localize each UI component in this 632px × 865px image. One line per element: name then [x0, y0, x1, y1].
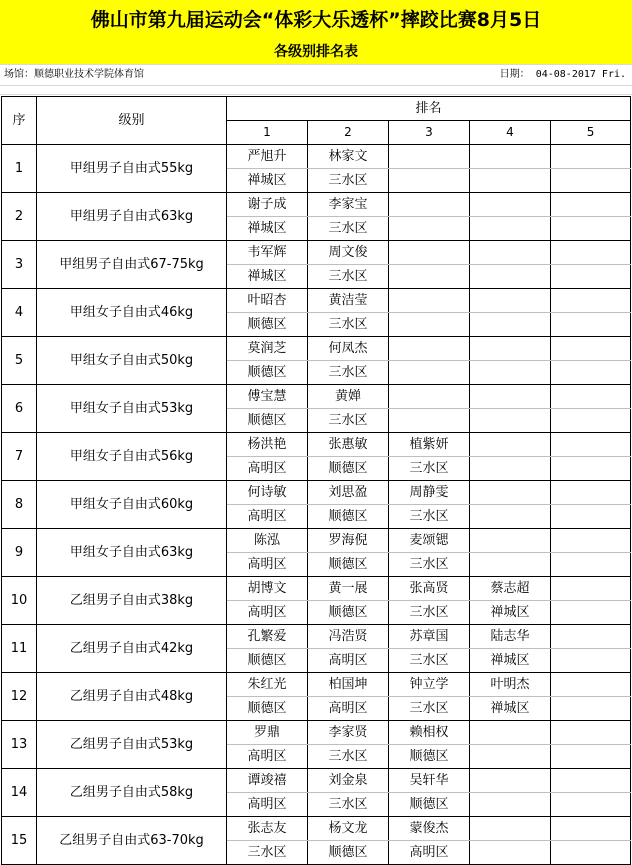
athlete-district: [389, 265, 470, 289]
athlete-name: [551, 721, 631, 745]
athlete-district: [551, 409, 631, 433]
athlete-name: 朱红光: [227, 673, 308, 697]
athlete-district: 顺德区: [308, 601, 389, 625]
athlete-district: [470, 553, 551, 577]
athlete-name: 吴轩华: [389, 769, 470, 793]
row-level: 甲组女子自由式53kg: [37, 385, 227, 433]
athlete-district: [470, 217, 551, 241]
table-row: [2, 193, 631, 217]
header-row: [2, 97, 631, 121]
athlete-name: 周文俊: [308, 241, 389, 265]
athlete-name: 李家贤: [308, 721, 389, 745]
row-level: 甲组女子自由式46kg: [37, 289, 227, 337]
athlete-district: 顺德区: [227, 697, 308, 721]
athlete-district: 顺德区: [308, 553, 389, 577]
athlete-district: 高明区: [227, 793, 308, 817]
row-level: 甲组男子自由式67-75kg: [37, 241, 227, 289]
athlete-district: [551, 313, 631, 337]
athlete-name: 植紫妍: [389, 433, 470, 457]
row-level: 甲组男子自由式63kg: [37, 193, 227, 241]
row-seq: 6: [2, 385, 37, 433]
row-level: 乙组男子自由式48kg: [37, 673, 227, 721]
athlete-district: 顺德区: [389, 745, 470, 769]
table-row: [2, 433, 631, 457]
athlete-district: [470, 457, 551, 481]
athlete-name: [551, 337, 631, 361]
athlete-district: [551, 793, 631, 817]
row-seq: 4: [2, 289, 37, 337]
athlete-name: 谭竣禧: [227, 769, 308, 793]
athlete-name: 叶昭杏: [227, 289, 308, 313]
athlete-district: [551, 217, 631, 241]
athlete-district: 禅城区: [470, 697, 551, 721]
row-seq: 14: [2, 769, 37, 817]
rank-number: 3: [389, 121, 470, 145]
athlete-name: 黄一展: [308, 577, 389, 601]
athlete-name: 冯浩贤: [308, 625, 389, 649]
athlete-name: [551, 769, 631, 793]
row-level: 乙组男子自由式58kg: [37, 769, 227, 817]
athlete-district: [470, 313, 551, 337]
athlete-district: 三水区: [308, 217, 389, 241]
athlete-district: 三水区: [308, 169, 389, 193]
athlete-name: 罗海倪: [308, 529, 389, 553]
athlete-district: 顺德区: [308, 841, 389, 865]
table-row: [2, 289, 631, 313]
athlete-name: [389, 241, 470, 265]
athlete-name: [551, 817, 631, 841]
row-seq: 5: [2, 337, 37, 385]
row-seq: 10: [2, 577, 37, 625]
athlete-district: [389, 169, 470, 193]
athlete-name: 林家文: [308, 145, 389, 169]
row-level: 甲组女子自由式63kg: [37, 529, 227, 577]
athlete-name: 何凤杰: [308, 337, 389, 361]
rank-number: 5: [551, 121, 631, 145]
athlete-name: 张志友: [227, 817, 308, 841]
athlete-district: [551, 697, 631, 721]
row-seq: 2: [2, 193, 37, 241]
venue-label: 场馆：顺德职业技术学院体育馆: [4, 69, 144, 80]
athlete-district: 三水区: [389, 649, 470, 673]
athlete-name: [470, 289, 551, 313]
row-seq: 12: [2, 673, 37, 721]
athlete-name: 孔繁爱: [227, 625, 308, 649]
athlete-name: 赖相权: [389, 721, 470, 745]
athlete-district: 三水区: [389, 505, 470, 529]
athlete-district: [551, 505, 631, 529]
table-row: [2, 817, 631, 841]
athlete-district: 三水区: [389, 457, 470, 481]
divider: [0, 94, 632, 95]
athlete-district: 三水区: [308, 409, 389, 433]
athlete-name: 黄洁莹: [308, 289, 389, 313]
row-level: 甲组女子自由式56kg: [37, 433, 227, 481]
row-seq: 1: [2, 145, 37, 193]
table-row: [2, 385, 631, 409]
athlete-district: [470, 793, 551, 817]
row-level: 乙组男子自由式53kg: [37, 721, 227, 769]
athlete-district: 三水区: [389, 553, 470, 577]
row-level: 甲组女子自由式50kg: [37, 337, 227, 385]
rank-number: 2: [308, 121, 389, 145]
athlete-name: 何诗敏: [227, 481, 308, 505]
athlete-name: [551, 625, 631, 649]
table-row: [2, 241, 631, 265]
athlete-name: 陆志华: [470, 625, 551, 649]
row-seq: 8: [2, 481, 37, 529]
athlete-district: [470, 265, 551, 289]
athlete-name: 柏国坤: [308, 673, 389, 697]
athlete-name: [551, 289, 631, 313]
table-row: [2, 481, 631, 505]
row-level: 乙组男子自由式38kg: [37, 577, 227, 625]
athlete-district: 禅城区: [470, 601, 551, 625]
athlete-name: 谢子成: [227, 193, 308, 217]
athlete-name: [551, 433, 631, 457]
rank-number: 4: [470, 121, 551, 145]
athlete-district: [470, 505, 551, 529]
athlete-district: 高明区: [227, 601, 308, 625]
athlete-name: [551, 673, 631, 697]
athlete-district: [551, 841, 631, 865]
athlete-district: 高明区: [308, 697, 389, 721]
ranking-table: [1, 96, 631, 865]
athlete-district: [551, 361, 631, 385]
athlete-name: [470, 529, 551, 553]
athlete-district: 高明区: [227, 553, 308, 577]
athlete-district: [470, 745, 551, 769]
athlete-name: [389, 145, 470, 169]
level-header: 级别: [37, 97, 227, 145]
athlete-name: [389, 337, 470, 361]
table-row: [2, 721, 631, 745]
athlete-name: [551, 145, 631, 169]
athlete-district: [551, 169, 631, 193]
athlete-district: [470, 409, 551, 433]
athlete-name: [551, 577, 631, 601]
athlete-name: 罗鼎: [227, 721, 308, 745]
athlete-name: [470, 481, 551, 505]
athlete-name: 严旭升: [227, 145, 308, 169]
row-level: 甲组男子自由式55kg: [37, 145, 227, 193]
athlete-name: 胡博文: [227, 577, 308, 601]
athlete-district: [551, 649, 631, 673]
athlete-name: [389, 193, 470, 217]
athlete-name: 傅宝慧: [227, 385, 308, 409]
athlete-district: 高明区: [227, 745, 308, 769]
row-seq: 11: [2, 625, 37, 673]
athlete-name: [470, 193, 551, 217]
athlete-name: 李家宝: [308, 193, 389, 217]
athlete-district: 高明区: [308, 649, 389, 673]
athlete-name: [389, 289, 470, 313]
info-bar: [0, 64, 632, 86]
row-seq: 3: [2, 241, 37, 289]
athlete-district: 顺德区: [389, 793, 470, 817]
athlete-district: 高明区: [227, 505, 308, 529]
row-seq: 7: [2, 433, 37, 481]
athlete-district: [389, 217, 470, 241]
athlete-name: 黄婵: [308, 385, 389, 409]
athlete-district: 禅城区: [470, 649, 551, 673]
athlete-district: [389, 313, 470, 337]
athlete-name: [470, 817, 551, 841]
athlete-district: 三水区: [308, 793, 389, 817]
athlete-district: [470, 361, 551, 385]
athlete-district: 三水区: [308, 361, 389, 385]
athlete-name: 蒙俊杰: [389, 817, 470, 841]
athlete-district: [551, 745, 631, 769]
athlete-district: 高明区: [227, 457, 308, 481]
row-seq: 13: [2, 721, 37, 769]
row-seq: 9: [2, 529, 37, 577]
athlete-district: [551, 265, 631, 289]
athlete-name: 杨洪艳: [227, 433, 308, 457]
row-seq: 15: [2, 817, 37, 865]
athlete-name: 陈泓: [227, 529, 308, 553]
page-title: 佛山市第九届运动会“体彩大乐透杯”摔跤比赛8月5日: [0, 0, 632, 41]
athlete-district: 禅城区: [227, 217, 308, 241]
athlete-district: 禅城区: [227, 169, 308, 193]
rank-number: 1: [227, 121, 308, 145]
athlete-district: [551, 457, 631, 481]
table-row: [2, 769, 631, 793]
athlete-name: [470, 769, 551, 793]
table-row: [2, 625, 631, 649]
athlete-district: [470, 841, 551, 865]
athlete-district: 顺德区: [227, 649, 308, 673]
table-row: [2, 337, 631, 361]
athlete-district: 顺德区: [308, 505, 389, 529]
athlete-name: [551, 241, 631, 265]
athlete-district: 三水区: [227, 841, 308, 865]
athlete-district: 禅城区: [227, 265, 308, 289]
athlete-district: 三水区: [308, 313, 389, 337]
athlete-district: 三水区: [308, 745, 389, 769]
athlete-name: 杨文龙: [308, 817, 389, 841]
athlete-district: [389, 409, 470, 433]
athlete-name: [470, 145, 551, 169]
athlete-name: 苏章国: [389, 625, 470, 649]
athlete-name: [470, 385, 551, 409]
athlete-district: 顺德区: [227, 313, 308, 337]
athlete-district: [551, 601, 631, 625]
table-row: [2, 673, 631, 697]
seq-header: 序: [2, 97, 37, 145]
athlete-district: [551, 553, 631, 577]
athlete-name: [470, 433, 551, 457]
athlete-district: 三水区: [389, 601, 470, 625]
date-label: 日期： 04-08-2017 Fri.: [499, 69, 626, 80]
athlete-name: [470, 721, 551, 745]
athlete-name: [551, 385, 631, 409]
athlete-district: 顺德区: [308, 457, 389, 481]
athlete-name: 麦颂锶: [389, 529, 470, 553]
athlete-name: [551, 529, 631, 553]
table-row: [2, 529, 631, 553]
athlete-district: 三水区: [389, 697, 470, 721]
athlete-name: [389, 385, 470, 409]
athlete-name: 蔡志超: [470, 577, 551, 601]
athlete-name: [551, 193, 631, 217]
athlete-district: 高明区: [389, 841, 470, 865]
page-subtitle: 各级别排名表: [0, 41, 632, 64]
athlete-district: [470, 169, 551, 193]
table-row: [2, 577, 631, 601]
athlete-name: 叶明杰: [470, 673, 551, 697]
athlete-name: 刘思盈: [308, 481, 389, 505]
athlete-district: [389, 361, 470, 385]
athlete-district: 顺德区: [227, 361, 308, 385]
rank-header: 排名: [227, 97, 631, 121]
athlete-name: [470, 241, 551, 265]
athlete-name: 刘金泉: [308, 769, 389, 793]
athlete-name: 钟立学: [389, 673, 470, 697]
row-level: 乙组男子自由式42kg: [37, 625, 227, 673]
athlete-name: 周静雯: [389, 481, 470, 505]
row-level: 甲组女子自由式60kg: [37, 481, 227, 529]
athlete-name: 张高贤: [389, 577, 470, 601]
athlete-name: 张惠敏: [308, 433, 389, 457]
athlete-name: 韦军辉: [227, 241, 308, 265]
athlete-name: [551, 481, 631, 505]
table-row: [2, 145, 631, 169]
athlete-district: 顺德区: [227, 409, 308, 433]
ranking-body: [2, 145, 631, 865]
row-level: 乙组男子自由式63-70kg: [37, 817, 227, 865]
athlete-name: [470, 337, 551, 361]
athlete-name: 莫润芝: [227, 337, 308, 361]
athlete-district: 三水区: [308, 265, 389, 289]
